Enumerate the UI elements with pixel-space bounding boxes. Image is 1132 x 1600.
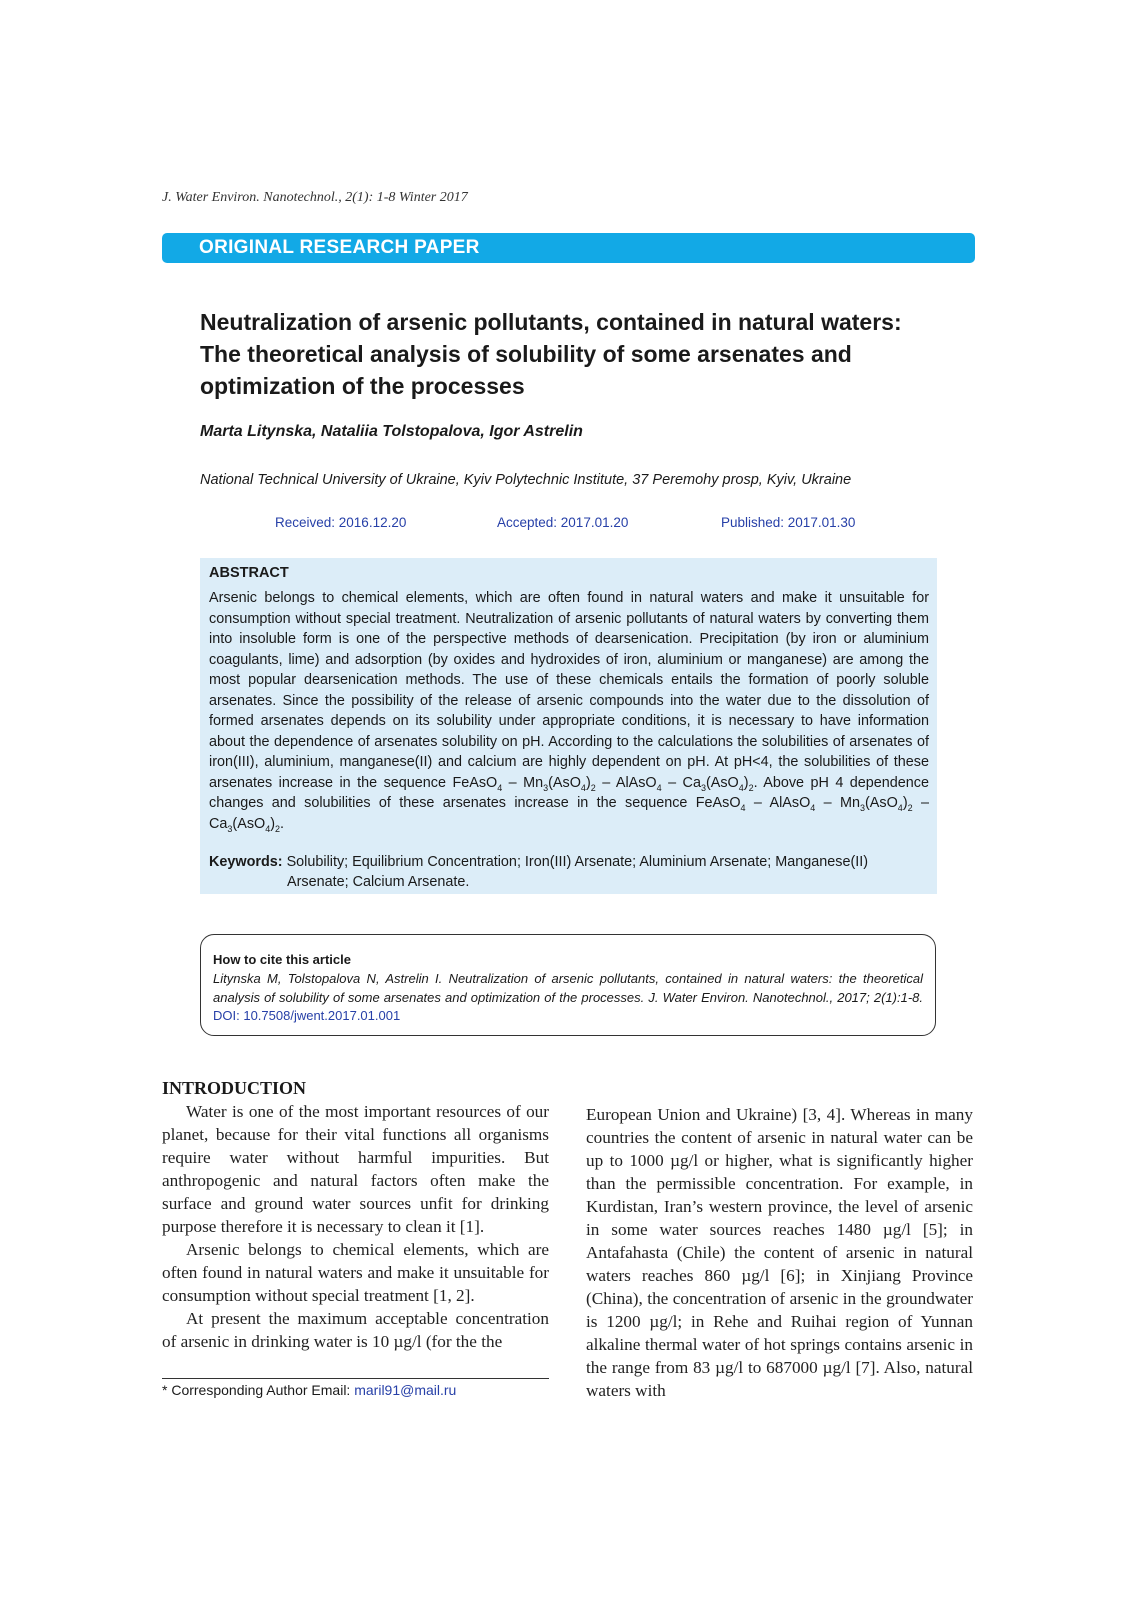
intro-left-column [162,1100,549,1353]
authors: Marta Litynska, Nataliia Tolstopalova, Igor Astrelin [200,423,583,440]
footnote-divider [162,1378,549,1379]
title-line: Neutralization of arsenic pollutants, contained in natural waters: [200,309,902,335]
accepted-date: Accepted: 2017.01.20 [497,515,629,530]
citation-heading: How to cite this article [213,952,351,967]
received-date: Received: 2016.12.20 [275,515,407,530]
journal-citation-line: J. Water Environ. Nanotechnol., 2(1): 1-8 Winter 2017 [162,190,468,205]
citation-text: Litynska M, Tolstopalova N, Astrelin I. Neutralization of arsenic pollutants, contained in natural waters: the theoretical analysis of solubility of some arsenates and optimization of the processes. J. Water Environ. Nanotechnol., 2017; 2(1):1-8. DOI: 10.7508/jwent.2017.01.001 [213,971,923,1023]
affiliation: National Technical University of Ukraine, Kyiv Polytechnic Institute, 37 Peremohy prosp, Kyiv, Ukraine [200,472,852,488]
published-date: Published: 2017.01.30 [721,515,856,530]
keywords-list: Solubility; Equilibrium Concentration; Iron(III) Arsenate; Aluminium Arsenate; Manganese(II) [286,854,869,870]
intro-paragraph: Water is one of the most important resources of our planet, because for their vital functions all organisms require water without harmful impurities. But anthropogenic and natural factors often make the surface and ground water sources unfit for drinking purpose therefore it is necessary to clean it [1]. [162,1102,549,1236]
intro-paragraph: European Union and Ukraine) [3, 4]. Whereas in many countries the content of arsenic in natural water can be up to 1000 µg/l or higher, what is significantly higher than the permissible concentration. For example, in Kurdistan, Iran’s western province, the level of arsenic in some water sources reaches 1480 µg/l [5]; in Antafahasta (Chile) the content of arsenic in natural waters reaches 860 µg/l [6]; in Xinjiang Province (China), the concentration of arsenic in the groundwater is 1200 µg/l; in Rehe and Ruihai region of Yunnan alkaline thermal water of hot springs contains arsenic in the range from 83 µg/l to 687000 µg/l [7]. Also, natural waters with [586,1105,973,1400]
intro-right-column [586,1103,973,1402]
author-email-link[interactable]: maril91@mail.ru [354,1382,457,1398]
paper-type-label: ORIGINAL RESEARCH PAPER [199,237,480,258]
intro-paragraph: At present the maximum acceptable concentration of arsenic in drinking water is 10 µg/l (for the the [162,1309,549,1351]
keywords-list: Arsenate; Calcium Arsenate. [287,874,470,890]
abstract-box [200,558,937,894]
abstract-heading: ABSTRACT [209,565,289,581]
paper-type-banner [162,233,975,263]
corresponding-author-footnote: * Corresponding Author Email: maril91@mail.ru [162,1382,457,1398]
introduction-heading: INTRODUCTION [162,1078,307,1098]
title-line: optimization of the processes [200,373,525,399]
keywords [209,852,929,892]
intro-paragraph: Arsenic belongs to chemical elements, which are often found in natural waters and make it unsuitable for consumption without special treatment [1, 2]. [162,1240,549,1305]
doi-link[interactable]: DOI: 10.7508/jwent.2017.01.001 [213,1008,401,1023]
citation-box [200,934,936,1036]
title-line: The theoretical analysis of solubility of some arsenates and [200,341,852,367]
paper-title [200,306,960,402]
abstract-text: Arsenic belongs to chemical elements, which are often found in natural waters and make it unsuitable for consumption without special treatment. Neutralization of arsenic pollutants of natural waters by converting them into insoluble form is one of the perspective methods of dearsenication. Precipitation (by iron or aluminium coagulants, lime) and adsorption (by oxides and hydroxides of iron, aluminium or manganese) are among the most popular dearsenication methods. The use of these chemicals entails the formation of poorly soluble arsenates. Since the possibility of the release of arsenic compounds into the water due to the dissolution of formed arsenates depends on its solubility under appropriate conditions, it is necessary to have information about the dependence of arsenates solubility on pH. According to the calculations the solubilities of arsenates of iron(III), aluminium, manganese(II) and calcium are highly dependent on pH. At pH<4, the solubilities of these arsenates increase in the sequence FeAsO$_4$ – $Mn_3(AsO_4)_2$ – AlAsO$_4$ – $Ca_3(AsO_4)_2$. Above pH 4 dependence changes and solubilities of these arsenates increase in the sequence FeAsO$_4$ – AlAsO$_4$ – $Mn_3(AsO_4)_2 - Ca_3(AsO_4)_2$. [209,590,929,834]
keywords-label: Keywords: [209,854,283,870]
